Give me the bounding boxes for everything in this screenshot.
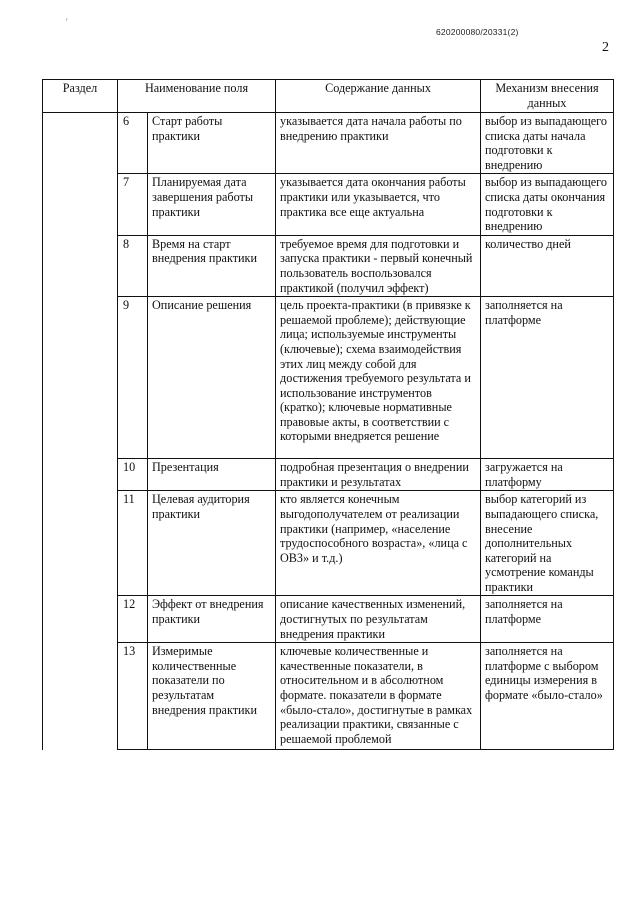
field-content: ключевые количественные и качественные показатели, в относительном и в абсолютном формате. показатели в формате «было-стало», достигнутые в рамках реализации практики, связанные с решаемой проблемой <box>276 643 481 750</box>
field-mechanism: заполняется на платформе <box>481 297 614 459</box>
field-name: Презентация <box>148 459 276 491</box>
table-row <box>43 491 614 596</box>
header-section: Раздел <box>43 80 118 113</box>
field-content: описание качественных изменений, достигнутых по результатам внедрения практики <box>276 596 481 643</box>
scan-mark: ' <box>66 17 68 27</box>
header-field-name: Наименование поля <box>118 80 276 113</box>
field-content: указывается дата начала работы по внедрению практики <box>276 113 481 174</box>
field-name: Измеримые количественные показатели по результатам внедрения практики <box>148 643 276 750</box>
page-number: 2 <box>602 40 609 55</box>
field-name: Старт работы практики <box>148 113 276 174</box>
table-row <box>43 459 614 491</box>
table-row <box>43 235 614 296</box>
row-number: 7 <box>118 174 148 235</box>
table-row <box>43 596 614 643</box>
row-number: 11 <box>118 491 148 596</box>
header-content: Содержание данных <box>276 80 481 113</box>
field-mechanism: выбор из выпадающего списка даты окончания подготовки к внедрению <box>481 174 614 235</box>
field-name: Эффект от внедрения практики <box>148 596 276 643</box>
field-content: кто является конечным выгодополучателем от реализации практики (например, «население трудоспособного возраста», «лица с ОВЗ» и т.д.) <box>276 491 481 596</box>
section-cell <box>43 113 118 750</box>
field-mechanism: количество дней <box>481 235 614 296</box>
field-content: подробная презентация о внедрении практики и результатах <box>276 459 481 491</box>
field-content: требуемое время для подготовки и запуска практики - первый конечный пользователь воспользовался практикой (получил эффект) <box>276 235 481 296</box>
row-number: 8 <box>118 235 148 296</box>
data-fields-table <box>42 79 614 750</box>
field-mechanism: загружается на платформу <box>481 459 614 491</box>
field-content: цель проекта-практики (в привязке к решаемой проблеме); действующие лица; используемые инструменты (ключевые); схема взаимодействия этих лиц между собой для достижения требуемого результата и использование инструментов (кратко); ключевые нормативные правовые акты, в соответствии с которыми внедряется решение <box>276 297 481 459</box>
row-number: 6 <box>118 113 148 174</box>
field-content: указывается дата окончания работы практики или указывается, что практика все еще актуальна <box>276 174 481 235</box>
field-mechanism: выбор из выпадающего списка даты начала подготовки к внедрению <box>481 113 614 174</box>
field-name: Целевая аудитория практики <box>148 491 276 596</box>
document-id: 620200080/20331(2) <box>436 27 519 37</box>
row-number: 12 <box>118 596 148 643</box>
field-name: Время на старт внедрения практики <box>148 235 276 296</box>
field-mechanism: заполняется на платформе с выбором единицы измерения в формате «было-стало» <box>481 643 614 750</box>
table-row <box>43 113 614 174</box>
table-row <box>43 174 614 235</box>
field-mechanism: выбор категорий из выпадающего списка, внесение дополнительных категорий на усмотрение команды практики <box>481 491 614 596</box>
row-number: 10 <box>118 459 148 491</box>
header-mechanism: Механизм внесения данных <box>481 80 614 113</box>
table-row <box>43 643 614 750</box>
table-row <box>43 297 614 459</box>
field-name: Планируемая дата завершения работы практики <box>148 174 276 235</box>
field-mechanism: заполняется на платформе <box>481 596 614 643</box>
field-name: Описание решения <box>148 297 276 459</box>
row-number: 13 <box>118 643 148 750</box>
table-header-row <box>43 80 614 113</box>
row-number: 9 <box>118 297 148 459</box>
